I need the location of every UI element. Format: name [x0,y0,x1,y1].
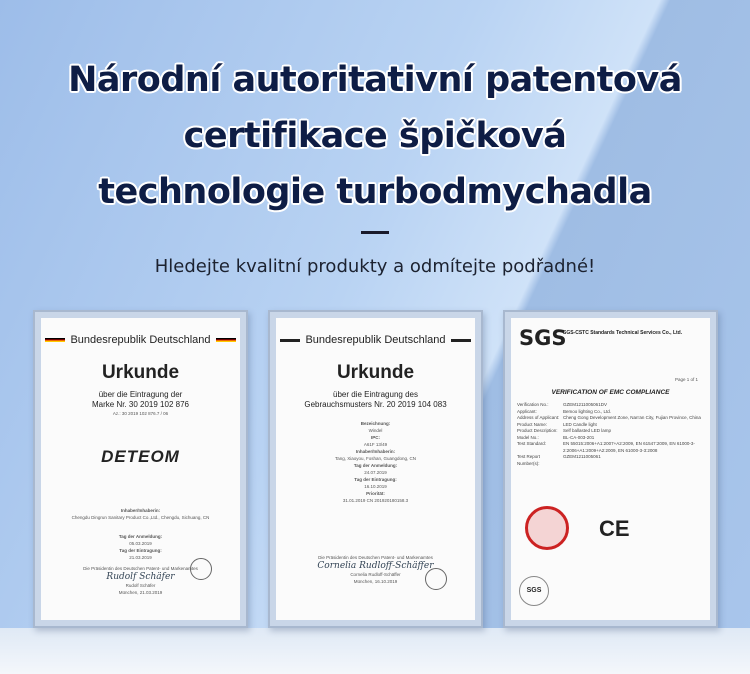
cert-number: Marke Nr. 30 2019 102 876 [92,400,189,409]
owner-label: Inhaber/Inhaberin: [120,508,161,513]
cert-header: Bundesrepublik Deutschland [70,334,211,346]
red-stamp-icon [525,506,569,550]
cert-ref: Az.: 30 2019 102 876.7 / 06 [112,411,169,416]
certificate-trademark [33,310,248,628]
eagle-seal-icon [425,568,447,590]
headline-line-2: certifikace špičková [183,116,567,156]
bar-icon [451,339,471,342]
detail-row: Applicant: Bemoo lighting Co., Ltd. [517,408,612,414]
table-surface [0,628,750,674]
bar-icon [280,339,300,342]
cert-title: VERIFICATION OF EMC COMPLIANCE [551,389,670,396]
owner: Chengdu Dingrun Sanitary Product Co.,Ltd., Chengdu, Sichuang, CN [71,515,210,520]
page-indicator: Page 1 of 1 [674,377,698,382]
president: Die Präsidentin des Deutschen Patent- und Markenamtes [83,566,198,571]
detail-row: Test Standard: EN 55015:2006+A1:2007+A2:2009, EN 61547:2009, EN 61000-3-2:2006+A1:2009+A2:2009, EN 61000-3-3:2008 [517,441,695,453]
prio-label: Priorität: [366,491,385,496]
sgs-seal-icon: SGS [519,576,549,606]
tagline: Hledejte kvalitní produkty a odmítejte podřadné! [154,256,596,277]
detail-row: Product Description: Self ballasted LED lamp [517,428,612,433]
filing-date: 24.07.2019 [364,470,387,475]
priority: 31.01.2019 CN 201920180158.3 [342,498,409,503]
reg-date: 21.03.2019 [129,555,152,560]
owner-label: Inhaber/Inhaberin: [355,449,396,454]
reg-date: 16.10.2019 [364,484,387,489]
sgs-logo: SGS [519,326,567,350]
headline-line-1: Národní autoritativní patentová [68,60,682,100]
reg-label: Tag der Eintragung: [119,548,162,553]
divider [361,231,389,234]
cert-title: Urkunde [101,362,180,383]
ipc-label: IPC: [371,435,380,440]
brand-logo: DETEOM [101,447,180,466]
signature: Cornelia Rudloff-Schäffer [317,561,434,571]
company-name: SGS-CSTC Standards Technical Services Co., Ltd. [563,330,683,336]
place-date: München, 16.10.2019 [353,579,398,584]
detail-row: Model No.: BL-CA-003-201 [517,434,595,440]
place-date: München, 21.03.2019 [118,590,163,595]
certificate-utility-model [268,310,483,628]
detail-row: Test Report Number(s): GZEM1211005061 [517,454,601,466]
filing-label: Tag der Anmeldung: [118,534,163,539]
german-flag-icon [216,338,236,342]
detail-row: Product Name: LED Candle light [517,421,597,427]
ipc: A61F 13/49 [363,442,388,447]
ce-mark: CE [599,516,630,541]
cert-details [517,402,704,467]
cert-title: Urkunde [336,362,415,383]
certificate-sgs-emc [503,310,718,628]
filing-label: Tag der Anmeldung: [353,463,398,468]
signature: Rudolf Schäfer [106,572,175,582]
detail-row: Verification No.: GZEM1211005061DV [517,402,607,407]
filing-date: 05.03.2019 [129,541,152,546]
desc-label: Bezeichnung: [360,421,391,426]
headline [0,52,750,220]
headline-line-3: technologie turbodmychadla [98,172,652,212]
cert-number: Gebrauchsmusters Nr. 20 2019 104 083 [304,400,447,409]
signer: Rudolf Schäfer [125,583,156,588]
cert-header: Bundesrepublik Deutschland [305,334,446,346]
cert-line: über die Eintragung der [98,390,183,399]
reg-label: Tag der Eintragung: [354,477,397,482]
eagle-seal-icon [190,558,212,580]
detail-row: Address of Applicant: Cheng Gong Development Zone, Nan'an City, Fujian Province, China [517,415,701,420]
cert-line: über die Eintragung des [333,390,418,399]
german-flag-icon [45,338,65,342]
owner: Tang, Xiaoyou, Foshan, Guangdong, CN [334,456,417,461]
signer: Cornelia Rudloff-Schäffer [350,572,401,577]
desc: Windel [368,428,383,433]
president: Die Präsidentin des Deutschen Patent- und Markenamtes [318,555,433,560]
